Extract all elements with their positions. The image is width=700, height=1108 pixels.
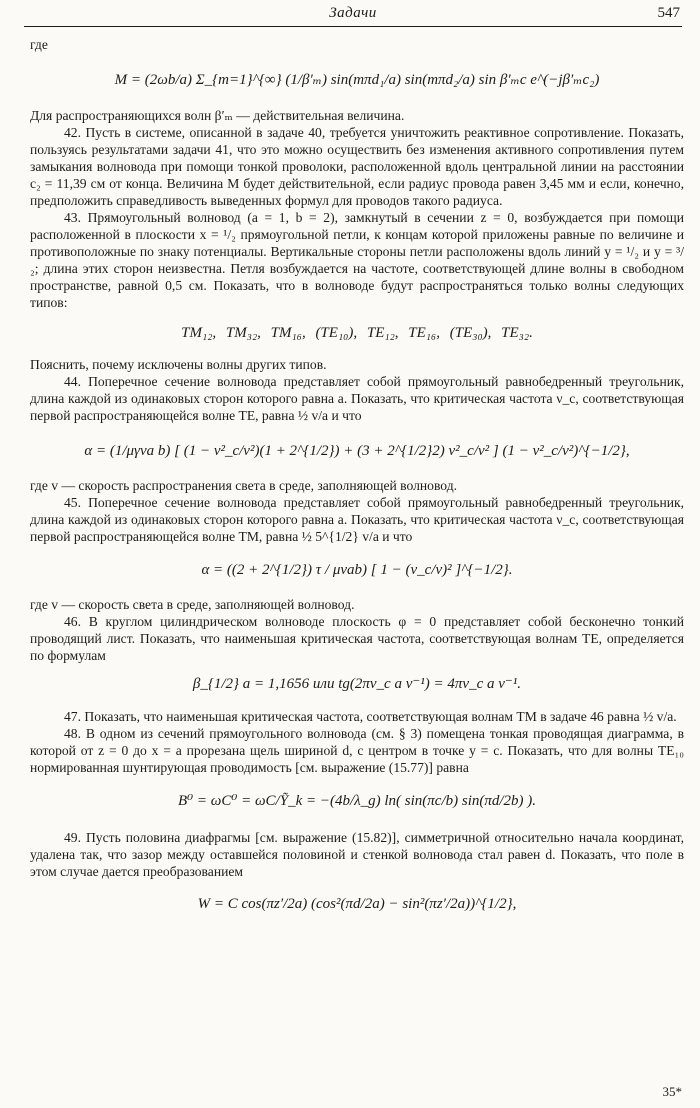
problem-45: 45. Поперечное сечение волновода представляет собой прямоугольный равнобедренный треугольник, длина каждой из одинаковых сторон которого равна a. Показать, что критическая частота ν_c, соответствующая первой распространяющейся волне TM, равна ½ 5^{1/2} v/a и что xyxy=(30,495,684,544)
page-body xyxy=(30,36,684,924)
formula-alpha-tm: α = ((2 + 2^{1/2}) τ / μvab) [ 1 − (ν_c/ν)² ]^{−1/2}. xyxy=(201,562,513,578)
problem-44: 44. Поперечное сечение волновода представляет собой прямоугольный равнобедренный треугольник, длина каждой из одинаковых сторон которого равна a. Показать, что критическая частота ν_c, соответствующая первой распространяющейся волне TE, равна ½ v/a и что xyxy=(30,374,684,423)
problem-47: 47. Показать, что наименьшая критическая частота, соответствующая волнам TM в задаче 46 равна ½ v/a. xyxy=(64,709,677,724)
problem-42: 42. Пусть в системе, описанной в задаче 40, требуется уничтожить реактивное сопротивление. Показать, пользуясь результатами задачи 41, что это можно осуществить без изменения активного сопротивления путем замыкания волновода при помощи тонкой проволоки, расположенной вдоль центральной линии на расстоянии c₂ = 11,39 см от конца. Величина M будет действительной, если радиус провода равен 3,45 мм и если, конечно, предположить справедливость выведенных формул для проводов такого радиуса. xyxy=(30,125,684,208)
formula-alpha-te: α = (1/μγva b) [ (1 − ν²_c/ν²)(1 + 2^{1/2}) + (3 + 2^{1/2}2) ν²_c/ν² ] (1 − ν²_c/ν²)^{−1/2}, xyxy=(84,443,630,459)
formula-B: B⁰ = ωC⁰ = ωC/Ỹ_k = −(4b/λ_g) ln( sin(πc/b) sin(πd/2b) ). xyxy=(177,793,537,809)
formula-wave-types: TM₁₂, TM₃₂, TM₁₆, (TE₁₀), TE₁₂, TE₁₆, (TE₃₀), TE₃₂. xyxy=(181,325,533,341)
running-header xyxy=(24,2,682,27)
after-M-text: Для распространяющихся волн β′ₘ — действительная величина. xyxy=(30,108,405,123)
problem-48: 48. В одном из сечений прямоугольного волновода (см. § 3) помещена тонкая проводящая диаграмма, в которой от z = 0 до x = a прорезана щель шириной d, с центром в точке y = c. Показать, что для волны TE₁₀ нормированная шунтирующая проводимость [см. выражение (15.77)] равна xyxy=(30,726,684,775)
formula-M: M = (2ωb/a) Σ_{m=1}^{∞} (1/β′ₘ) sin(mπd₁/a) sin(mπd₂/a) sin β′ₘc e^(−jβ′ₘc₂) xyxy=(114,72,600,88)
problem-49: 49. Пусть половина диафрагмы [см. выражение (15.82)], симметричной относительно начала координат, удалена так, что зазор между оставшейся половиной и стенкой волновода стал равен d. Показать, что поле в этом случае дается преобразованием xyxy=(30,830,684,879)
signature-mark: 35* xyxy=(662,1084,682,1099)
page-number: 547 xyxy=(657,5,680,21)
running-title: Задачи xyxy=(329,5,377,21)
after-45-text: где v — скорость света в среде, заполняющей волновод. xyxy=(30,597,355,612)
problem-43: 43. Прямоугольный волновод (a = 1, b = 2), замкнутый в сечении z = 0, возбуждается при помощи расположенной в плоскости x = ¹/₂ прямоугольной петли, к концам которой приложены равные по величине и противоположные по знаку потенциалы. Вертикальные стороны петли расположены вдоль линий y = ¹/₂ и y = ³/₂; длина этих сторон неизвестна. Петля возбуждается на частоте, соответствующей длине волны в свободном пространстве, равной 0,5 см. Показать, что в волноводе будут распространяться только волны следующих типов: xyxy=(30,210,684,310)
after-44-text: где v — скорость распространения света в среде, заполняющей волновод. xyxy=(30,478,458,493)
after-types-text: Пояснить, почему исключены волны других типов. xyxy=(30,357,327,372)
formula-beta: β_{1/2} a = 1,1656 или tg(2πν_c a v⁻¹) = 4πν_c a v⁻¹. xyxy=(192,676,522,692)
problem-46: 46. В круглом цилиндрическом волноводе плоскость φ = 0 представляет собой бесконечно тонкий проводящий лист. Показать, что наименьшая критическая частота, соответствующая волнам TE, определяется по формулам xyxy=(30,614,684,663)
intro-where: где xyxy=(30,37,48,52)
formula-W: W = C cos(πz′/2a) (cos²(πd/2a) − sin²(πz′/2a))^{1/2}, xyxy=(197,896,517,912)
